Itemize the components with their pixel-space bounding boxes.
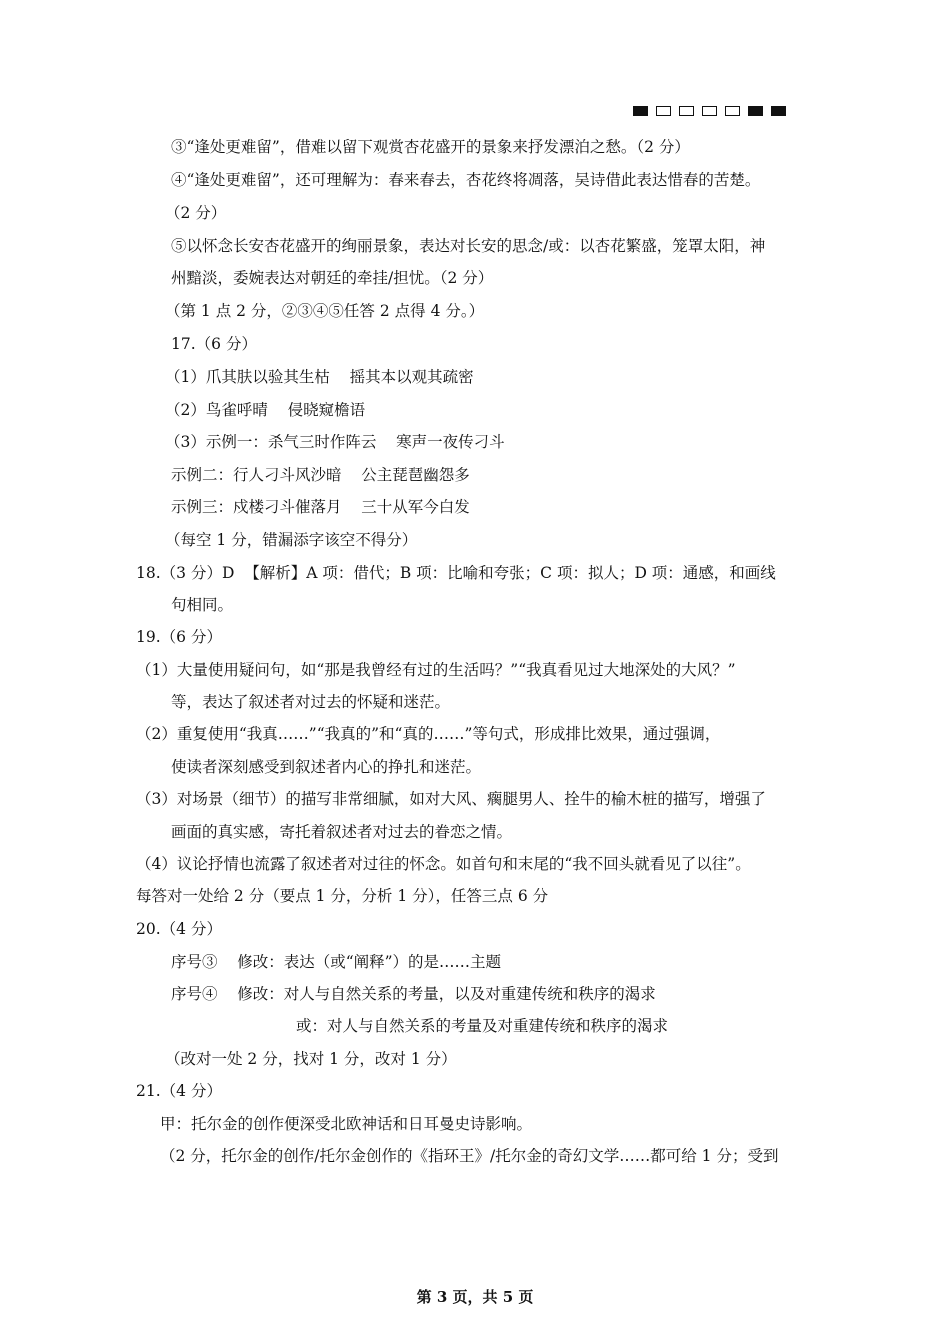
- text-line: 使读者深刻感受到叙述者内心的挣扎和迷茫。: [171, 758, 482, 776]
- text-line: （3）对场景（细节）的描写非常细腻，如对大风、瘸腿男人、拴牛的榆木桩的描写，增强了: [136, 790, 766, 808]
- header-mark-7: [771, 106, 786, 116]
- text-line: 州黯淡，委婉表达对朝廷的牵挂/担忧。（2 分）: [171, 269, 494, 287]
- text-line: （2 分，托尔金的创作/托尔金创作的《指环王》/托尔金的奇幻文学……都可给 1 分；受到: [160, 1147, 779, 1165]
- text-line: 示例三：戍楼刁斗催落月 三十从军今白发: [171, 498, 470, 516]
- text-line: （1）大量使用疑问句，如“那是我曾经有过的生活吗？”“我真看见过大地深处的大风？”: [136, 661, 736, 679]
- text-line: ⑤以怀念长安杏花盛开的绚丽景象，表达对长安的思念/或：以杏花繁盛，笼罩太阳，神: [171, 237, 766, 255]
- text-line: 示例二：行人刁斗风沙暗 公主琵琶幽怨多: [171, 466, 470, 484]
- question-number: 20.（4 分）: [136, 920, 222, 938]
- page-footer: 第 3 页，共 5 页: [416, 1288, 534, 1306]
- header-mark-5: [725, 106, 740, 116]
- text-line: 等，表达了叙述者对过去的怀疑和迷茫。: [171, 693, 451, 711]
- text-line: （第 1 点 2 分，②③④⑤任答 2 点得 4 分。）: [165, 302, 485, 320]
- text-line: ③“逢处更难留”，借难以留下观赏杏花盛开的景象来抒发漂泊之愁。（2 分）: [171, 138, 690, 156]
- text-line: （2）鸟雀呼晴 侵晓窥檐语: [165, 401, 366, 419]
- question-number: 18.（3 分）D 【解析】A 项：借代；B 项：比喻和夸张；C 项：拟人；D 项：通感，和画线: [136, 564, 776, 582]
- question-number: 19.（6 分）: [136, 628, 222, 646]
- text-line: （改对一处 2 分，找对 1 分，改对 1 分）: [165, 1050, 457, 1068]
- header-marks: [633, 106, 786, 116]
- header-mark-2: [656, 106, 671, 116]
- header-mark-3: [679, 106, 694, 116]
- question-number: 17.（6 分）: [171, 335, 257, 353]
- text-line: （1）爪其肤以验其生枯 摇其本以观其疏密: [165, 368, 474, 386]
- text-line: 每答对一处给 2 分（要点 1 分，分析 1 分），任答三点 6 分: [136, 887, 549, 905]
- text-line: 画面的真实感，寄托着叙述者对过去的眷恋之情。: [171, 823, 513, 841]
- text-line: （2 分）: [165, 204, 227, 222]
- text-line: 甲：托尔金的创作便深受北欧神话和日耳曼史诗影响。: [160, 1115, 533, 1133]
- text-line: 或：对人与自然关系的考量及对重建传统和秩序的渴求: [296, 1017, 669, 1035]
- text-line: （3）示例一：杀气三时作阵云 寒声一夜传刁斗: [165, 433, 505, 451]
- text-line: 序号④ 修改：对人与自然关系的考量，以及对重建传统和秩序的渴求: [171, 985, 656, 1003]
- text-line: （2）重复使用“我真……”“我真的”和“真的……”等句式，形成排比效果，通过强调，: [136, 725, 721, 743]
- header-mark-1: [633, 106, 648, 116]
- text-line: 序号③ 修改：表达（或“阐释”）的是……主题: [171, 953, 502, 971]
- text-line: （4）议论抒情也流露了叙述者对过往的怀念。如首句和末尾的“我不回头就看见了以往”。: [136, 855, 751, 873]
- question-number: 21.（4 分）: [136, 1082, 222, 1100]
- text-line: ④“逢处更难留”，还可理解为：春来春去，杏花终将凋落，吴诗借此表达惜春的苦楚。: [171, 171, 761, 189]
- header-mark-4: [702, 106, 717, 116]
- text-line: （每空 1 分，错漏添字该空不得分）: [165, 531, 418, 549]
- header-mark-6: [748, 106, 763, 116]
- text-line: 句相同。: [171, 596, 234, 614]
